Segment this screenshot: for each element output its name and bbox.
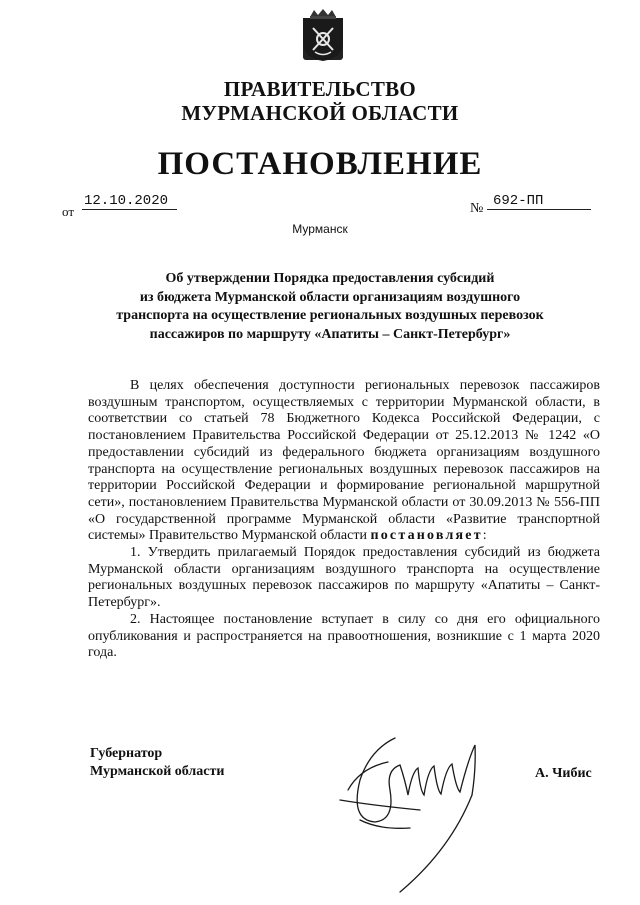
government-name-line1: ПРАВИТЕЛЬСТВО [223, 77, 417, 101]
document-type: ПОСТАНОВЛЕНИЕ [157, 146, 483, 182]
document-body [88, 378, 600, 662]
title-line3: транспорта на осуществление региональных воздушных перевозок [116, 308, 544, 323]
preamble-text: В целях обеспечения доступности региональных перевозок пассажиров воздушным транспортом, осуществляемых с территории Мурманской области, в соответствии со статьей 78 Бюджетного Кодекса Российской Федерации, с постановлением Правительства Российской Федерации от 25.12.2013 № 1242 «О предоставлении субсидий из федерального бюджета организациям воздушного транспорта на осуществление региональных воздушных перевозок пассажиров на территории Российской Федерации и формирование региональной маршрутной сети», постановлением Правительства Мурманской области от 30.09.2013 № 556-ПП «О государственной программе Мурманской области «Развитие транспортной системы» Правительство Мурманской области [88, 378, 600, 544]
document-number: 692-ПП [487, 193, 591, 210]
item-2: 2. Настоящее постановление вступает в силу со дня его официального опубликования и распространяется на правоотношения, возникшие с 1 марта 2020 года. [88, 611, 600, 661]
document-title [100, 270, 560, 344]
title-line1: Об утверждении Порядка предоставления субсидий [165, 271, 495, 286]
item-1: 1. Утвердить прилагаемый Порядок предоставления субсидий из бюджета Мурманской области организациям воздушного транспорта на осуществление региональных воздушных перевозок пассажиров по маршруту «Апатиты – Санкт-Петербург». [88, 545, 600, 611]
resolves-word: постановляет [370, 528, 483, 544]
government-name-line2: МУРМАНСКОЙ ОБЛАСТИ [181, 101, 459, 125]
city: Мурманск [292, 222, 348, 236]
document-date: 12.10.2020 [82, 193, 177, 210]
title-line2: из бюджета Мурманской области организациям воздушного [139, 289, 521, 305]
coat-of-arms-icon [301, 8, 345, 62]
signatory-position [90, 745, 224, 781]
title-line4: пассажиров по маршруту «Апатиты – Санкт-Петербург» [149, 326, 511, 342]
position-line1: Губернатор [90, 746, 163, 761]
number-label: № [470, 201, 484, 216]
position-line2: Мурманской области [90, 764, 225, 779]
signatory-name: А. Чибис [535, 766, 592, 781]
preamble-paragraph: В целях обеспечения доступности региональных перевозок пассажиров воздушным транспортом, осуществляемых с территории Мурманской области, в соответствии со статьей 78 Бюджетного Кодекса Российской Федерации, с постановлением Правительства Российской Федерации от 25.12.2013 № 1242 «О предоставлении субсидий из федерального бюджета организациям воздушного транспорта на осуществление региональных воздушных перевозок пассажиров на территории Российской Федерации и формирование региональной маршрутной сети», постановлением Правительства Мурманской области от 30.09.2013 № 556-ПП «О государственной программе Мурманской области «Развитие транспортной системы» Правительство Мурманской области постановляет: [88, 378, 600, 544]
date-label: от [62, 204, 75, 219]
signature-icon [300, 710, 520, 900]
